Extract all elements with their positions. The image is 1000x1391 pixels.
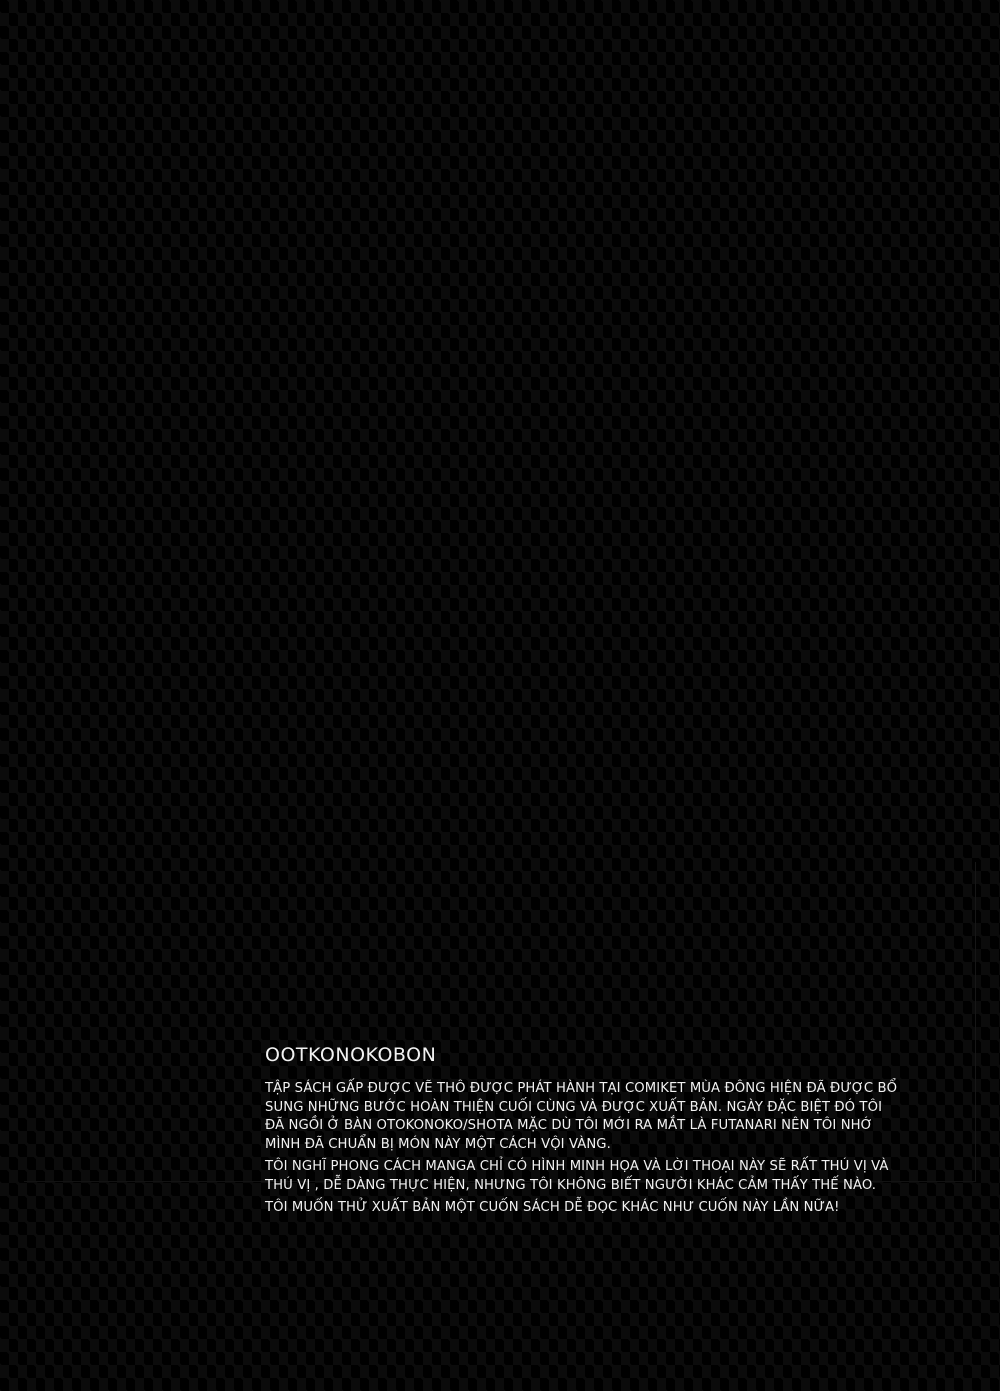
- afterword-paragraph-1: TẬP SÁCH GẤP ĐƯỢC VẼ THÔ ĐƯỢC PHÁT HÀNH TẠI COMIKET MÙA ĐÔNG HIỆN ĐÃ ĐƯỢC BỔ SUNG NHỮNG BƯỚC HOÀN THIỆN CUỐI CÙNG VÀ ĐƯỢC XUẤT BẢN. NGÀY ĐẶC BIỆT ĐÓ TÔI ĐÃ NGỒI Ở BÀN OTOKONOKO/SHOTA MẶC DÙ TÔI MỚI RA MẮT LÀ FUTANARI NÊN TÔI NHỚ MÌNH ĐÃ CHUẨN BỊ MÓN NÀY MỘT CÁCH VỘI VÀNG.: [265, 1081, 898, 1152]
- afterword-paragraph-3: TÔI MUỐN THỬ XUẤT BẢN MỘT CUỐN SÁCH DỄ ĐỌC KHÁC NHƯ CUỐN NÀY LẦN NỮA!: [265, 1200, 840, 1215]
- afterword-title: OOTKONOKOBON: [265, 1044, 437, 1066]
- afterword-block: [265, 1044, 905, 1222]
- afterword-paragraph-2: TÔI NGHĨ PHONG CÁCH MANGA CHỈ CÓ HÌNH MINH HỌA VÀ LỜI THOẠI NÀY SẼ RẤT THÚ VỊ VÀ THÚ VỊ , DỄ DÀNG THỰC HIỆN, NHƯNG TÔI KHÔNG BIẾT NGƯỜI KHÁC CẢM THẤY THẾ NÀO.: [265, 1159, 889, 1193]
